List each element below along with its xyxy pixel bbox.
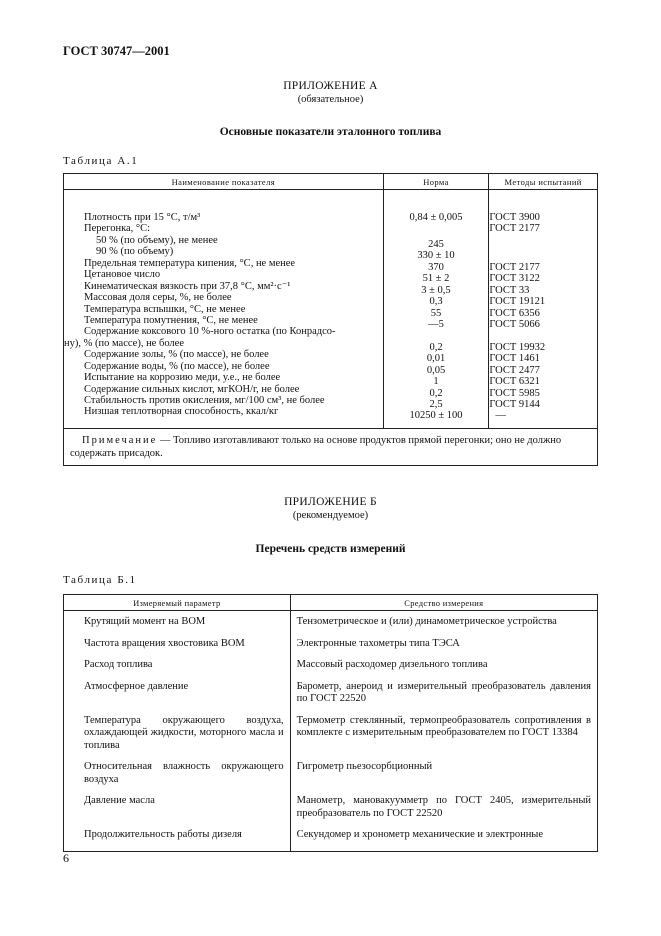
test-method bbox=[489, 330, 597, 341]
norm-value: 55 bbox=[430, 307, 442, 319]
norm-value: 370 bbox=[428, 261, 444, 273]
note-text: — Топливо изготавливают только на основе продуктов прямой перегонки; оно не должно содержать присадок. bbox=[70, 434, 562, 459]
norm-value: 3 ± 0,5 bbox=[421, 284, 451, 296]
appendix-b-title: Перечень средств измерений bbox=[255, 543, 406, 555]
norm-column bbox=[383, 190, 489, 429]
indicator-name: Перегонка, °С: bbox=[84, 223, 151, 235]
measuring-instrument: Массовый расходомер дизельного топлива bbox=[290, 659, 597, 681]
table-row bbox=[64, 829, 598, 851]
norm-value: 0,2 bbox=[429, 341, 443, 353]
appendix-a-title: Основные показатели эталонного топлива bbox=[219, 126, 442, 138]
indicator-name: Низшая теплотворная способность, ккал/кг bbox=[84, 406, 279, 418]
norm-value: 0,2 bbox=[429, 387, 443, 399]
table-a1-note bbox=[64, 428, 598, 465]
norm-value: 51 ± 2 bbox=[422, 273, 450, 285]
test-method: ГОСТ 6356 bbox=[489, 307, 540, 319]
table-a1-body bbox=[64, 190, 598, 429]
test-method: ГОСТ 2477 bbox=[489, 364, 540, 376]
norm-value bbox=[384, 223, 489, 234]
measured-parameter: Атмосферное давление bbox=[64, 681, 291, 715]
appendix-a-status: (обязательное) bbox=[297, 94, 364, 105]
appendix-a-heading: ПРИЛОЖЕНИЕ А bbox=[283, 80, 378, 92]
measured-parameter: Крутящий момент на ВОМ bbox=[64, 611, 291, 638]
indicator-name: Содержание сильных кислот, мгКОН/г, не более bbox=[84, 383, 300, 395]
test-method: ГОСТ 9144 bbox=[489, 399, 540, 410]
test-method: ГОСТ 3122 bbox=[489, 273, 540, 285]
test-method: ГОСТ 5066 bbox=[489, 318, 540, 330]
test-method-column bbox=[489, 190, 598, 429]
measured-parameter: Относительная влажность окружающего воздуха bbox=[64, 761, 291, 795]
measuring-instrument: Манометр, мановакуумметр по ГОСТ 2405, измерительный преобразователь по ГОСТ 22520 bbox=[290, 795, 597, 829]
norm-value: 10250 ± 100 bbox=[409, 410, 463, 422]
table-a1-label: Таблица А.1 bbox=[63, 155, 139, 167]
column-header-parameter: Измеряемый параметр bbox=[64, 595, 291, 611]
measured-parameter: Температура окружающего воздуха, охлаждающей жидкости, моторного масла и топлива bbox=[64, 715, 291, 762]
table-a1-header-row bbox=[64, 174, 598, 190]
measuring-instrument: Тензометрическое и (или) динамометрическое устройства bbox=[290, 611, 597, 638]
measured-parameter: Расход топлива bbox=[64, 659, 291, 681]
indicator-name: 90 % (по объему) bbox=[96, 246, 174, 258]
table-row bbox=[64, 638, 598, 660]
table-row bbox=[64, 761, 598, 795]
test-method: ГОСТ 33 bbox=[489, 284, 530, 296]
test-method: ГОСТ 19932 bbox=[489, 341, 546, 353]
norm-value: 0,01 bbox=[426, 353, 446, 365]
table-row bbox=[64, 681, 598, 715]
table-b1-header-row bbox=[64, 595, 598, 611]
test-method: ГОСТ 2177 bbox=[489, 223, 540, 235]
indicator-name: Содержание воды, % (по массе), не более bbox=[84, 360, 270, 372]
measuring-instrument: Барометр, анероид и измерительный преобразователь давления по ГОСТ 22520 bbox=[290, 681, 597, 715]
test-method bbox=[489, 250, 597, 261]
indicator-name: Содержание золы, % (по массе), не более bbox=[84, 349, 269, 361]
indicator-column bbox=[64, 190, 384, 429]
norm-value: 245 bbox=[428, 238, 444, 250]
indicator-name: Плотность при 15 °С, т/м³ bbox=[84, 212, 201, 223]
page-number: 6 bbox=[63, 851, 69, 865]
indicator-name: Содержание коксового 10 %-ного остатка (по Конрадсо- bbox=[84, 326, 336, 338]
norm-value: 2,5 bbox=[429, 399, 443, 410]
column-header-indicator: Наименование показателя bbox=[64, 174, 384, 190]
table-row bbox=[64, 795, 598, 829]
measuring-instrument: Электронные тахометры типа ТЭСА bbox=[290, 638, 597, 660]
measured-parameter: Продолжительность работы дизеля bbox=[64, 829, 291, 851]
norm-value: —5 bbox=[428, 318, 444, 330]
document-header: ГОСТ 30747—2001 bbox=[63, 44, 170, 58]
test-method: ГОСТ 3900 bbox=[489, 212, 540, 223]
table-a1-note-row bbox=[64, 428, 598, 465]
table-b1-label: Таблица Б.1 bbox=[63, 574, 137, 586]
appendix-b-status: (рекомендуемое) bbox=[292, 510, 369, 521]
appendix-b-heading: ПРИЛОЖЕНИЕ Б bbox=[284, 496, 377, 508]
indicator-name: Массовая доля серы, %, не более bbox=[84, 292, 232, 304]
norm-value bbox=[384, 330, 489, 341]
indicator-name: ну), % (по массе), не более bbox=[64, 337, 184, 349]
norm-value: 0,05 bbox=[426, 364, 446, 376]
norm-value: 0,3 bbox=[429, 296, 443, 308]
indicator-name: 50 % (по объему), не менее bbox=[96, 234, 218, 246]
column-header-test-method: Методы испытаний bbox=[489, 174, 598, 190]
test-method: — bbox=[495, 410, 506, 422]
test-method: ГОСТ 2177 bbox=[489, 261, 540, 273]
table-row bbox=[64, 611, 598, 638]
measuring-instrument: Секундомер и хронометр механические и электронные bbox=[290, 829, 597, 851]
test-method: ГОСТ 19121 bbox=[489, 296, 546, 308]
norm-value: 330 ± 10 bbox=[417, 250, 455, 262]
table-a1 bbox=[63, 173, 598, 466]
indicator-name: Цетановое число bbox=[84, 269, 161, 281]
column-header-instrument: Средство измерения bbox=[290, 595, 597, 611]
note-label: Примечание bbox=[82, 434, 158, 446]
test-method: ГОСТ 6321 bbox=[489, 376, 540, 388]
indicator-name: Кинематическая вязкость при 37,8 °С, мм²·с⁻¹ bbox=[84, 280, 291, 292]
indicator-name: Стабильность против окисления, мг/100 см³, не более bbox=[84, 395, 325, 406]
table-row bbox=[64, 715, 598, 762]
measuring-instrument: Термометр стеклянный, термопреобразователь сопротивления в комплекте с измерительным преобразователем по ГОСТ 13384 bbox=[290, 715, 597, 762]
column-header-norm: Норма bbox=[383, 174, 489, 190]
norm-value: 0,84 ± 0,005 bbox=[409, 212, 463, 223]
table-row bbox=[64, 659, 598, 681]
test-method bbox=[489, 239, 597, 250]
indicator-name: Температура помутнения, °С, не менее bbox=[84, 314, 258, 326]
measuring-instrument: Гигрометр пьезосорбционный bbox=[290, 761, 597, 795]
indicator-name: Температура вспышки, °С, не менее bbox=[84, 303, 246, 315]
measured-parameter: Частота вращения хвостовика ВОМ bbox=[64, 638, 291, 660]
indicator-name: Предельная температура кипения, °С, не менее bbox=[84, 257, 296, 269]
test-method: ГОСТ 1461 bbox=[489, 353, 540, 365]
test-method: ГОСТ 5985 bbox=[489, 387, 540, 399]
table-b1 bbox=[63, 594, 598, 852]
indicator-name: Испытание на коррозию меди, у.е., не более bbox=[84, 372, 281, 384]
measured-parameter: Давление масла bbox=[64, 795, 291, 829]
norm-value: 1 bbox=[433, 376, 439, 388]
